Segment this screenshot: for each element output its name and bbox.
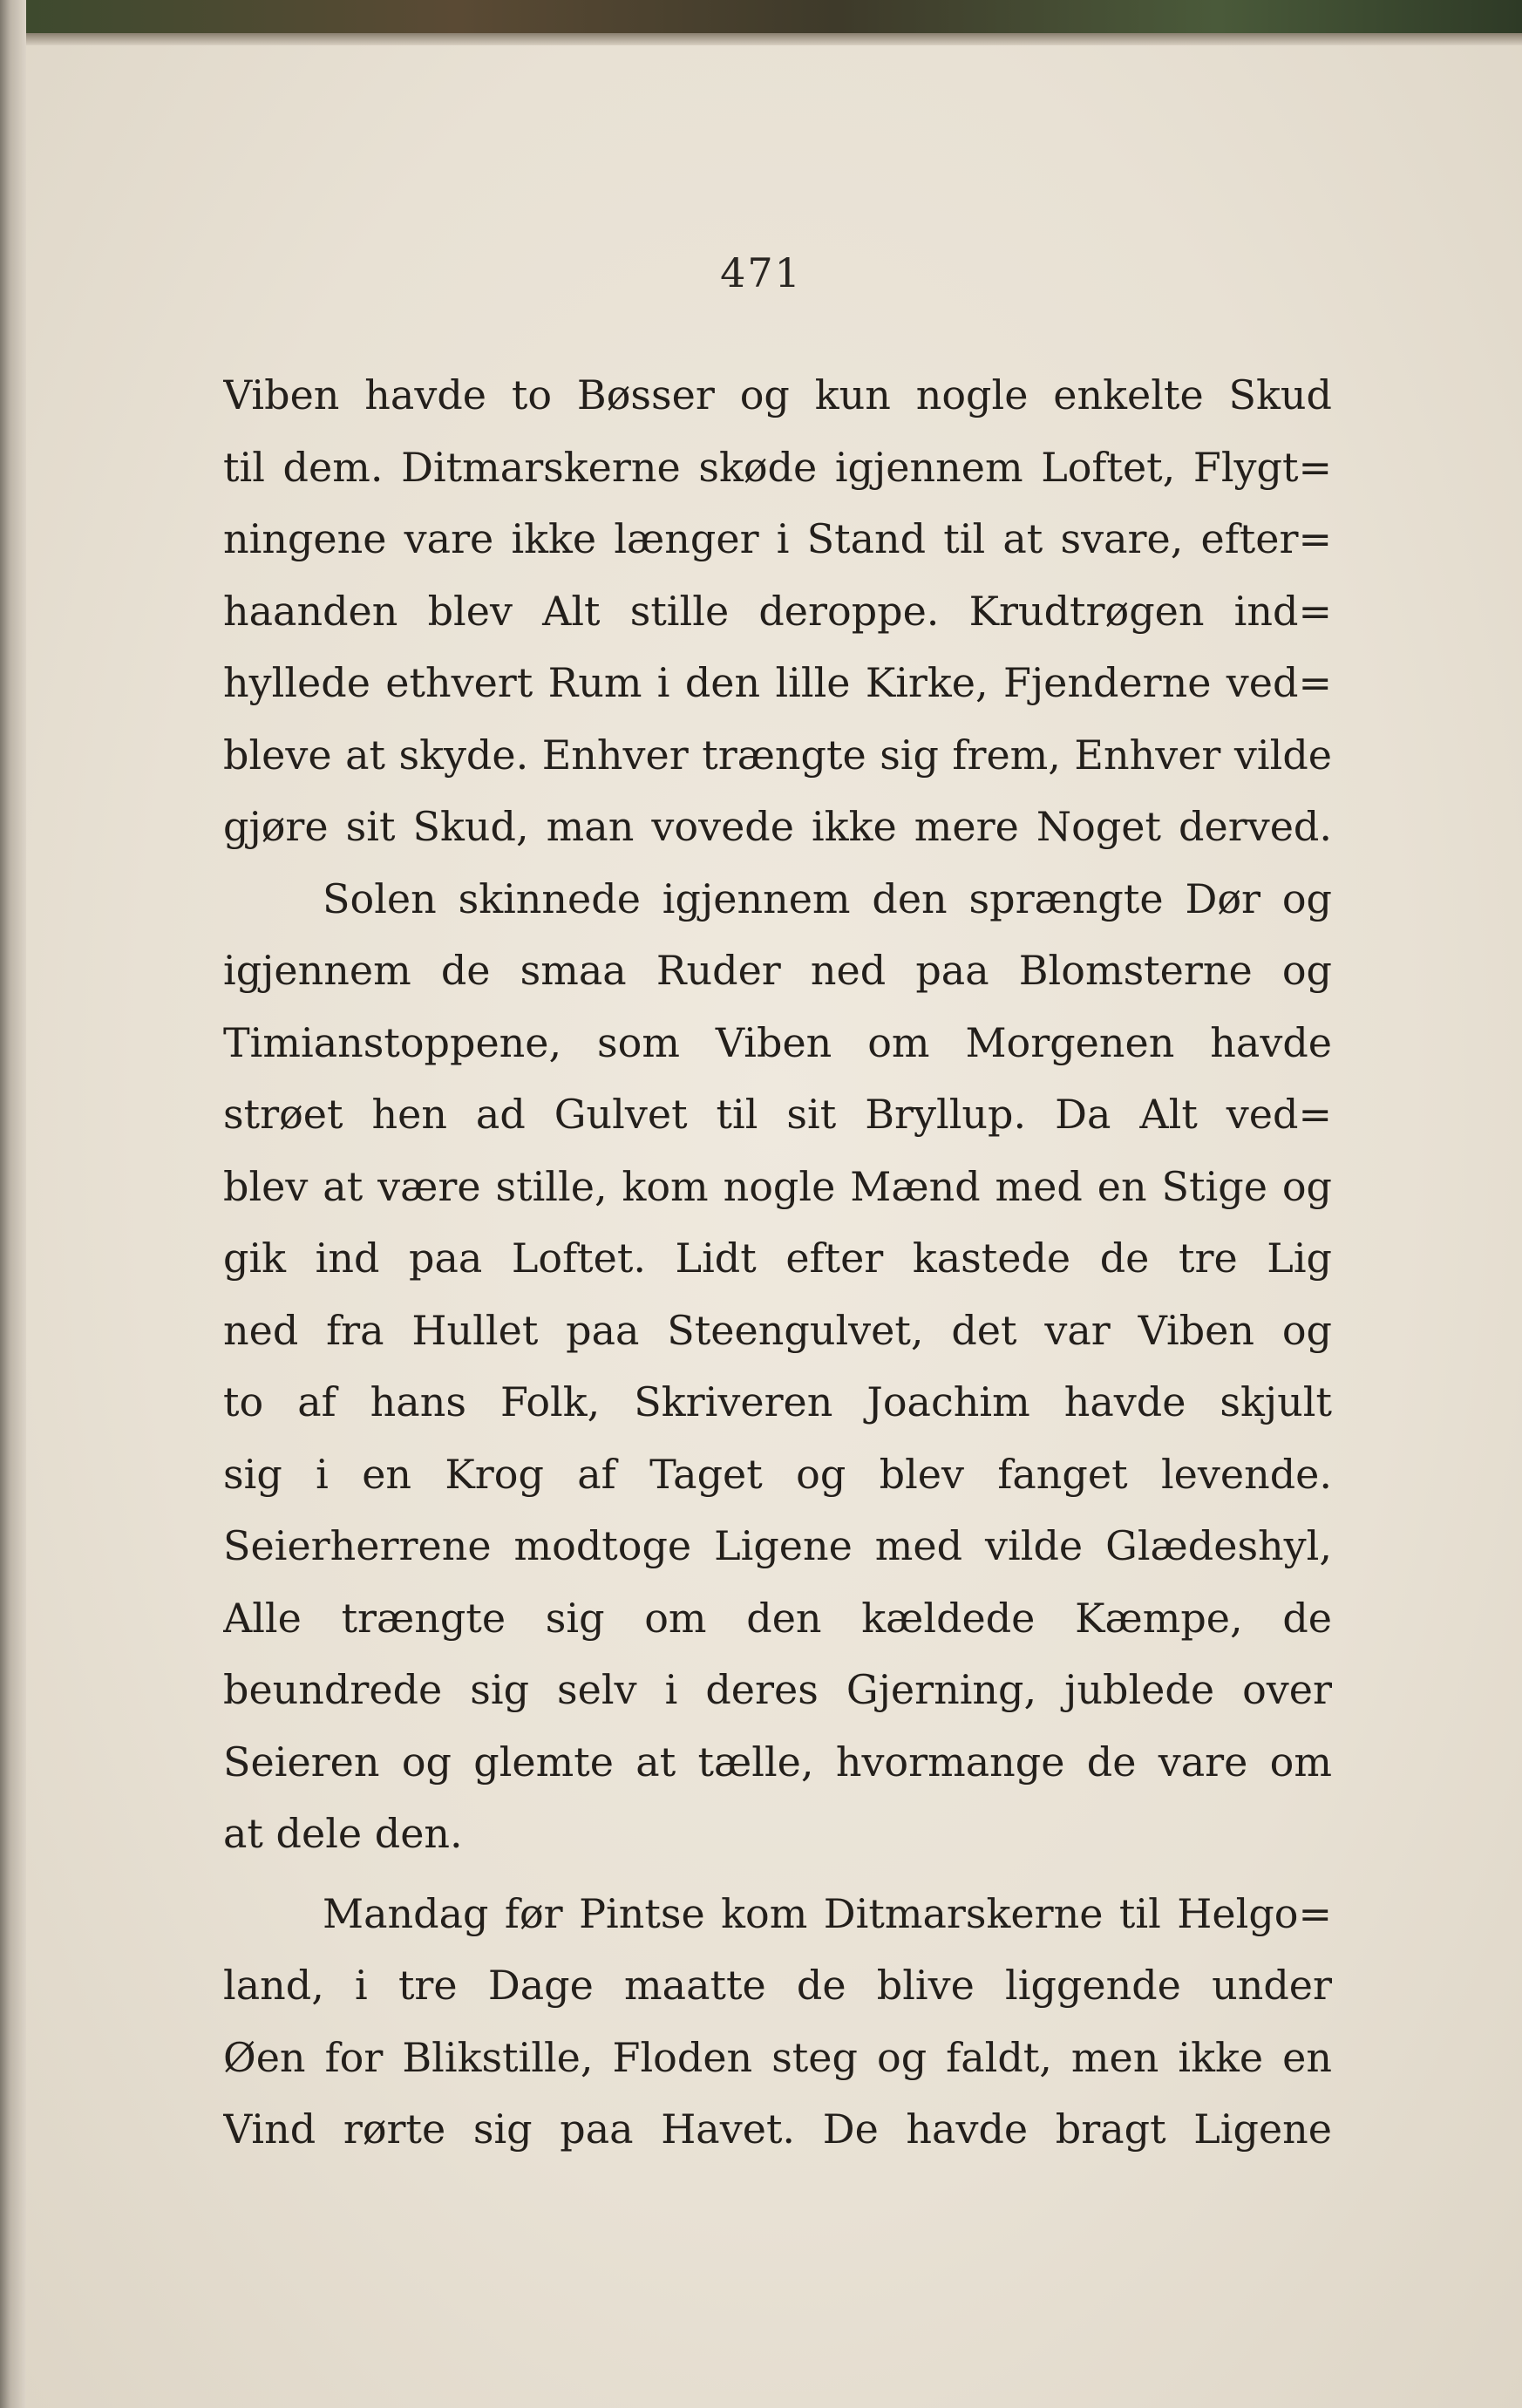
text-line: Timianstoppene, som Viben om Morgenen havde — [223, 1018, 1332, 1066]
text-line: Alle trængte sig om den kældede Kæmpe, de — [223, 1594, 1332, 1642]
page-number: 471 — [720, 249, 802, 296]
text-line: ningene vare ikke længer i Stand til at svare, efter= — [223, 515, 1332, 562]
text-line: Vind rørte sig paa Havet. De havde bragt Ligene — [223, 2105, 1332, 2153]
text-line: strøet hen ad Gulvet til sit Bryllup. Da Alt ved= — [223, 1091, 1332, 1138]
text-line: Solen skinnede igjennem den sprængte Dør og — [323, 874, 1332, 922]
book-edge-background — [0, 0, 1522, 37]
text-line: Mandag før Pintse kom Ditmarskerne til Helgo= — [323, 1889, 1332, 1937]
text-line: to af hans Folk, Skriveren Joachim havde skjult — [223, 1378, 1332, 1425]
text-line: Seieren og glemte at tælle, hvormange de vare om — [223, 1738, 1332, 1786]
text-line: til dem. Ditmarskerne skøde igjennem Loftet, Flygt= — [223, 443, 1332, 491]
text-line: blev at være stille, kom nogle Mænd med en Stige og — [223, 1162, 1332, 1210]
text-line: hyllede ethvert Rum i den lille Kirke, Fjenderne ved= — [223, 659, 1332, 706]
text-line: gjøre sit Skud, man vovede ikke mere Noget derved. — [223, 803, 1332, 850]
text-line: gik ind paa Loftet. Lidt efter kastede de tre Lig — [223, 1235, 1332, 1282]
page-top-edge — [0, 33, 1522, 45]
text-line: at dele den. — [223, 1810, 463, 1857]
text-line: igjennem de smaa Ruder ned paa Blomsterne og — [223, 947, 1332, 994]
text-line: Viben havde to Bøsser og kun nogle enkelte Skud — [223, 371, 1332, 418]
text-line: ned fra Hullet paa Steengulvet, det var Viben og — [223, 1306, 1332, 1354]
text-line: beundrede sig selv i deres Gjerning, jublede over — [223, 1666, 1332, 1713]
paragraph-gap — [223, 1870, 1332, 1878]
page-body-text — [223, 359, 1332, 2166]
text-line: haanden blev Alt stille deroppe. Krudtrøgen ind= — [223, 587, 1332, 635]
page-binding-edge — [0, 0, 26, 2408]
text-line: Seierherrene modtoge Ligene med vilde Glædeshyl, — [223, 1522, 1332, 1569]
text-line: land, i tre Dage maatte de blive liggende under — [223, 1962, 1332, 2009]
text-line: bleve at skyde. Enhver trængte sig frem, Enhver vilde — [223, 731, 1332, 779]
text-line: sig i en Krog af Taget og blev fanget levende. — [223, 1450, 1332, 1498]
text-line: Øen for Blikstille, Floden steg og faldt, men ikke en — [223, 2033, 1332, 2081]
